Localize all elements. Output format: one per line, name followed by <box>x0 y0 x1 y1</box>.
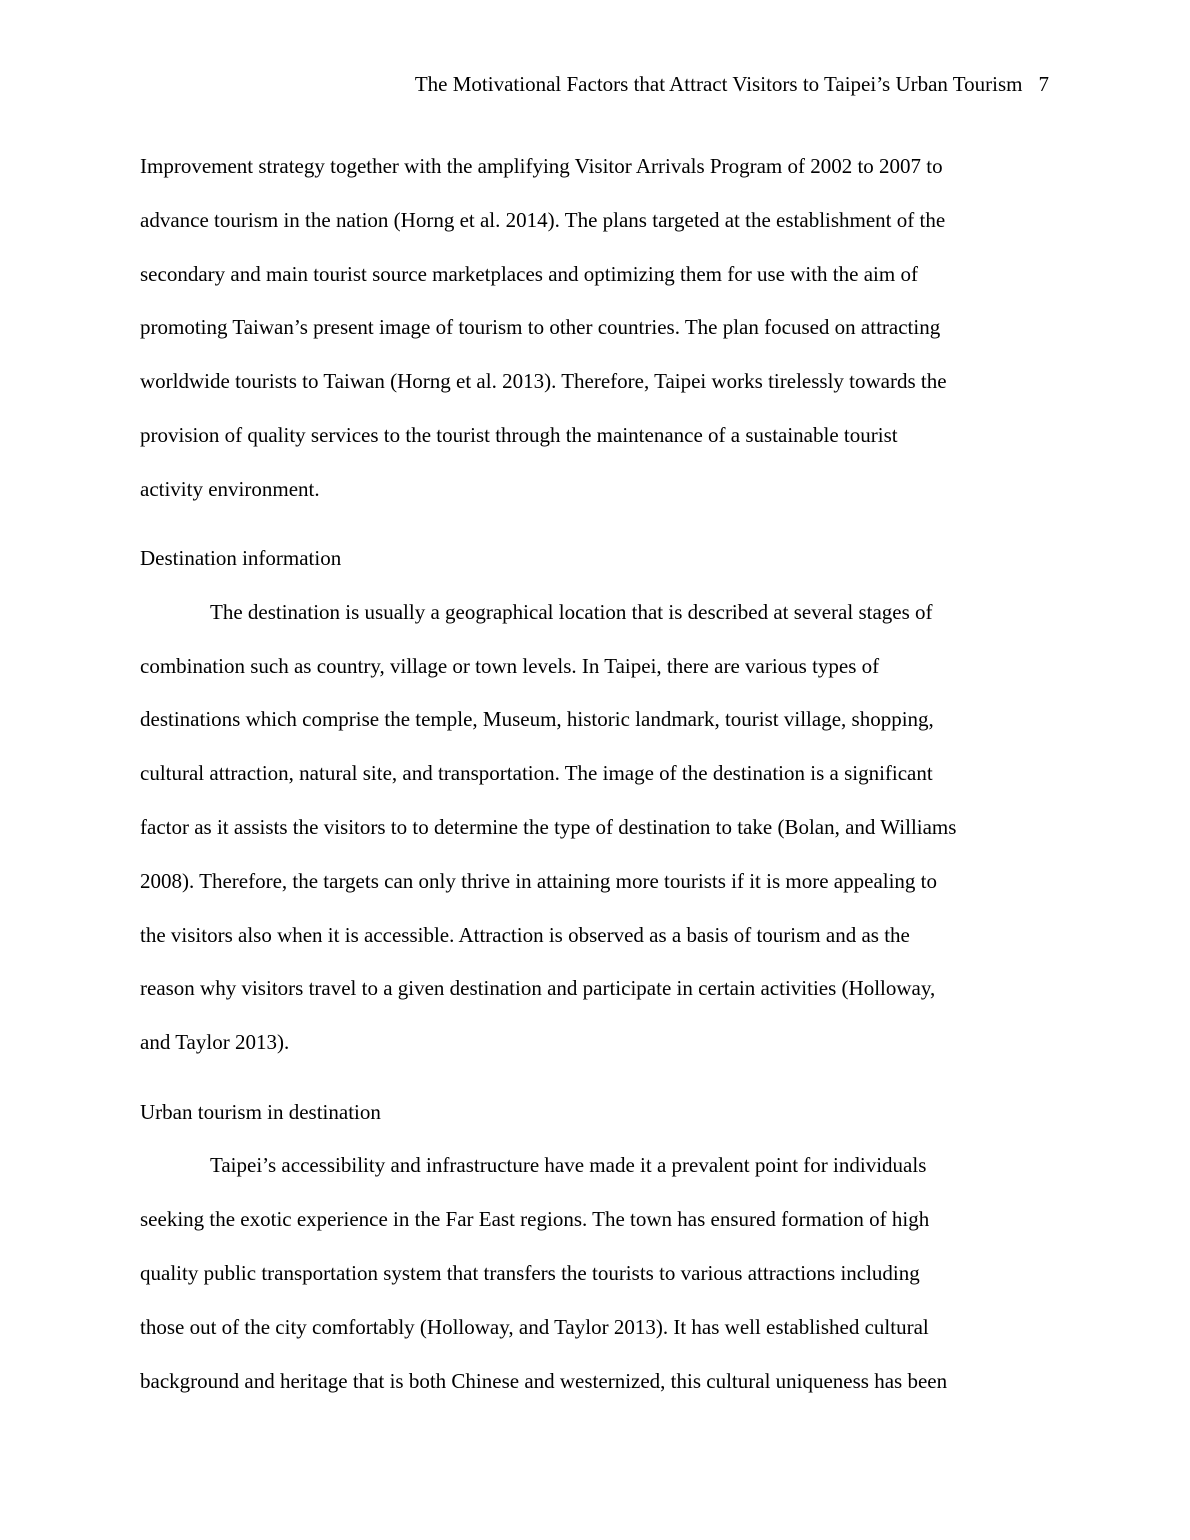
text-line: promoting Taiwan’s present image of tourism to other countries. The plan focused on attracting <box>140 315 941 340</box>
text-line: activity environment. <box>140 476 320 501</box>
text-line: destinations which comprise the temple, Museum, historic landmark, tourist village, shopping, <box>140 707 934 732</box>
text-line: secondary and main tourist source marketplaces and optimizing them for use with the aim of <box>140 261 918 286</box>
text-line: the visitors also when it is accessible. Attraction is observed as a basis of tourism and as the <box>140 922 910 947</box>
text-line: combination such as country, village or town levels. In Taipei, there are various types of <box>140 653 880 678</box>
text-line: Improvement strategy together with the amplifying Visitor Arrivals Program of 2002 to 2007 to <box>140 154 943 178</box>
running-head-title: The Motivational Factors that Attract Visitors to Taipei’s Urban Tourism <box>414 72 1023 96</box>
text-line: provision of quality services to the tourist through the maintenance of a sustainable tourist <box>140 422 898 447</box>
paragraph-urban-tourism <box>140 1139 1060 1408</box>
text-line: reason why visitors travel to a given destination and participate in certain activities (Holloway, <box>140 976 936 1001</box>
body-text <box>140 140 1060 1408</box>
text-line: and Taylor 2013). <box>140 1030 290 1055</box>
section-heading-urban-tourism: Urban tourism in destination <box>140 1099 381 1124</box>
text-line: worldwide tourists to Taiwan (Horng et al. 2013). Therefore, Taipei works tirelessly towards the <box>140 369 947 394</box>
text-line: background and heritage that is both Chinese and westernized, this cultural uniqueness has been <box>140 1368 948 1393</box>
text-line: factor as it assists the visitors to to determine the type of destination to take (Bolan, and Williams <box>140 815 957 840</box>
text-line: advance tourism in the nation (Horng et al. 2014). The plans targeted at the establishment of the <box>140 207 946 232</box>
running-head <box>415 70 1049 98</box>
paragraph-destination-information <box>140 586 1060 1070</box>
section-heading-destination-information: Destination information <box>140 546 342 571</box>
text-line: The destination is usually a geographical location that is described at several stages of <box>210 599 933 624</box>
text-line: seeking the exotic experience in the Far East regions. The town has ensured formation of high <box>140 1207 930 1232</box>
paragraph-continuation <box>140 140 1060 517</box>
text-line: quality public transportation system that transfers the tourists to various attractions including <box>140 1260 920 1285</box>
text-line: those out of the city comfortably (Holloway, and Taylor 2013). It has well established cultural <box>140 1314 929 1339</box>
page-number: 7 <box>1038 72 1049 96</box>
text-line: 2008). Therefore, the targets can only thrive in attaining more tourists if it is more appealing to <box>140 868 938 893</box>
text-line: cultural attraction, natural site, and transportation. The image of the destination is a significant <box>140 761 933 786</box>
text-line: Taipei’s accessibility and infrastructure have made it a prevalent point for individuals <box>210 1153 927 1178</box>
